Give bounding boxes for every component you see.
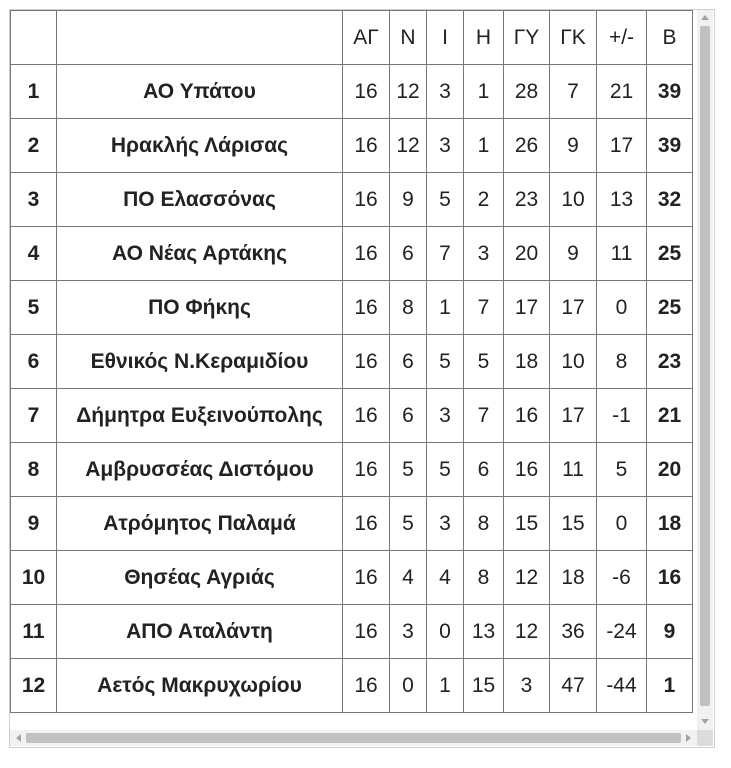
row-won: 5: [390, 443, 427, 497]
row-goal-diff: -6: [597, 551, 647, 605]
row-lost: 5: [464, 335, 504, 389]
header-goals-against: ΓΚ: [550, 11, 597, 65]
row-goal-diff: -44: [597, 659, 647, 713]
row-drawn: 5: [427, 443, 464, 497]
row-goals-against: 18: [550, 551, 597, 605]
row-position: 7: [11, 389, 57, 443]
row-played: 16: [343, 335, 390, 389]
row-position: 8: [11, 443, 57, 497]
row-goals-against: 10: [550, 335, 597, 389]
row-goals-for: 15: [504, 497, 550, 551]
row-points: 32: [647, 173, 693, 227]
table-row: [11, 65, 693, 119]
header-row: [11, 11, 693, 65]
table-row: [11, 281, 693, 335]
row-goals-for: 17: [504, 281, 550, 335]
scroll-up-arrow-icon[interactable]: [701, 15, 709, 20]
row-points: 39: [647, 65, 693, 119]
row-played: 16: [343, 281, 390, 335]
row-position: 9: [11, 497, 57, 551]
row-lost: 7: [464, 281, 504, 335]
standings-body: [11, 65, 693, 713]
row-position: 5: [11, 281, 57, 335]
row-goal-diff: 0: [597, 281, 647, 335]
row-goals-for: 26: [504, 119, 550, 173]
row-won: 12: [390, 119, 427, 173]
row-played: 16: [343, 659, 390, 713]
row-goal-diff: 11: [597, 227, 647, 281]
row-team-name: Εθνικός Ν.Κεραμιδίου: [57, 335, 343, 389]
row-played: 16: [343, 443, 390, 497]
row-team-name: ΑΟ Υπάτου: [57, 65, 343, 119]
row-drawn: 4: [427, 551, 464, 605]
row-goals-against: 47: [550, 659, 597, 713]
row-goals-against: 36: [550, 605, 597, 659]
row-won: 9: [390, 173, 427, 227]
row-team-name: Ατρόμητος Παλαμά: [57, 497, 343, 551]
row-goals-for: 12: [504, 605, 550, 659]
row-drawn: 3: [427, 65, 464, 119]
row-drawn: 0: [427, 605, 464, 659]
standings-table: [10, 10, 693, 713]
row-played: 16: [343, 227, 390, 281]
header-won: Ν: [390, 11, 427, 65]
row-points: 39: [647, 119, 693, 173]
row-position: 6: [11, 335, 57, 389]
row-goals-for: 20: [504, 227, 550, 281]
row-goal-diff: -1: [597, 389, 647, 443]
vertical-scroll-thumb[interactable]: [700, 26, 710, 706]
row-team-name: Αετός Μακρυχωρίου: [57, 659, 343, 713]
header-points: Β: [647, 11, 693, 65]
row-team-name: Θησέας Αγριάς: [57, 551, 343, 605]
row-played: 16: [343, 65, 390, 119]
table-viewport: [10, 10, 697, 730]
row-points: 1: [647, 659, 693, 713]
row-goals-against: 10: [550, 173, 597, 227]
row-goal-diff: 17: [597, 119, 647, 173]
scrollbar-corner: [697, 730, 713, 746]
row-lost: 15: [464, 659, 504, 713]
table-row: [11, 605, 693, 659]
row-won: 0: [390, 659, 427, 713]
row-team-name: ΑΠΟ Αταλάντη: [57, 605, 343, 659]
row-won: 5: [390, 497, 427, 551]
row-played: 16: [343, 173, 390, 227]
header-goals-for: ΓΥ: [504, 11, 550, 65]
table-row: [11, 389, 693, 443]
row-lost: 13: [464, 605, 504, 659]
row-goals-for: 16: [504, 389, 550, 443]
row-drawn: 3: [427, 119, 464, 173]
row-goals-for: 16: [504, 443, 550, 497]
row-played: 16: [343, 389, 390, 443]
header-goal-diff: +/-: [597, 11, 647, 65]
row-goals-against: 7: [550, 65, 597, 119]
row-team-name: Ηρακλής Λάρισας: [57, 119, 343, 173]
row-points: 16: [647, 551, 693, 605]
row-position: 2: [11, 119, 57, 173]
row-goals-for: 23: [504, 173, 550, 227]
row-team-name: ΠΟ Ελασσόνας: [57, 173, 343, 227]
row-points: 25: [647, 227, 693, 281]
row-lost: 8: [464, 497, 504, 551]
row-points: 25: [647, 281, 693, 335]
row-lost: 8: [464, 551, 504, 605]
row-position: 12: [11, 659, 57, 713]
header-team: [57, 11, 343, 65]
table-row: [11, 551, 693, 605]
row-drawn: 1: [427, 659, 464, 713]
row-goals-against: 15: [550, 497, 597, 551]
row-team-name: ΠΟ Φήκης: [57, 281, 343, 335]
row-lost: 1: [464, 65, 504, 119]
row-won: 6: [390, 335, 427, 389]
scroll-left-arrow-icon[interactable]: [16, 734, 21, 742]
row-goals-against: 9: [550, 227, 597, 281]
table-row: [11, 227, 693, 281]
row-played: 16: [343, 551, 390, 605]
row-position: 1: [11, 65, 57, 119]
standings-scroll-container[interactable]: [9, 9, 715, 748]
row-lost: 3: [464, 227, 504, 281]
row-goals-for: 18: [504, 335, 550, 389]
table-row: [11, 497, 693, 551]
row-points: 23: [647, 335, 693, 389]
row-won: 4: [390, 551, 427, 605]
row-goals-for: 3: [504, 659, 550, 713]
scroll-down-arrow-icon[interactable]: [701, 719, 709, 724]
row-goal-diff: 21: [597, 65, 647, 119]
row-goals-against: 17: [550, 389, 597, 443]
table-row: [11, 119, 693, 173]
header-played: ΑΓ: [343, 11, 390, 65]
row-points: 18: [647, 497, 693, 551]
row-goal-diff: -24: [597, 605, 647, 659]
row-goal-diff: 0: [597, 497, 647, 551]
header-drawn: Ι: [427, 11, 464, 65]
row-drawn: 5: [427, 335, 464, 389]
header-pos: [11, 11, 57, 65]
row-position: 4: [11, 227, 57, 281]
vertical-scrollbar[interactable]: [697, 10, 713, 730]
horizontal-scrollbar[interactable]: [10, 730, 697, 746]
row-points: 20: [647, 443, 693, 497]
row-drawn: 1: [427, 281, 464, 335]
row-goal-diff: 8: [597, 335, 647, 389]
row-team-name: Αμβρυσσέας Διστόμου: [57, 443, 343, 497]
row-lost: 7: [464, 389, 504, 443]
row-lost: 6: [464, 443, 504, 497]
row-won: 8: [390, 281, 427, 335]
row-played: 16: [343, 119, 390, 173]
header-lost: Η: [464, 11, 504, 65]
row-drawn: 3: [427, 389, 464, 443]
row-goals-against: 11: [550, 443, 597, 497]
row-points: 21: [647, 389, 693, 443]
row-drawn: 3: [427, 497, 464, 551]
row-won: 3: [390, 605, 427, 659]
row-won: 12: [390, 65, 427, 119]
row-goal-diff: 13: [597, 173, 647, 227]
table-row: [11, 173, 693, 227]
scroll-right-arrow-icon[interactable]: [686, 734, 691, 742]
row-position: 11: [11, 605, 57, 659]
row-won: 6: [390, 389, 427, 443]
row-team-name: Δήμητρα Ευξεινούπολης: [57, 389, 343, 443]
row-goals-for: 12: [504, 551, 550, 605]
table-row: [11, 659, 693, 713]
horizontal-scroll-thumb[interactable]: [26, 733, 681, 743]
row-goal-diff: 5: [597, 443, 647, 497]
row-goals-against: 9: [550, 119, 597, 173]
row-drawn: 7: [427, 227, 464, 281]
row-points: 9: [647, 605, 693, 659]
row-won: 6: [390, 227, 427, 281]
row-played: 16: [343, 497, 390, 551]
row-goals-for: 28: [504, 65, 550, 119]
row-position: 3: [11, 173, 57, 227]
table-row: [11, 335, 693, 389]
row-lost: 1: [464, 119, 504, 173]
row-played: 16: [343, 605, 390, 659]
row-position: 10: [11, 551, 57, 605]
row-drawn: 5: [427, 173, 464, 227]
row-lost: 2: [464, 173, 504, 227]
row-team-name: ΑΟ Νέας Αρτάκης: [57, 227, 343, 281]
table-row: [11, 443, 693, 497]
row-goals-against: 17: [550, 281, 597, 335]
